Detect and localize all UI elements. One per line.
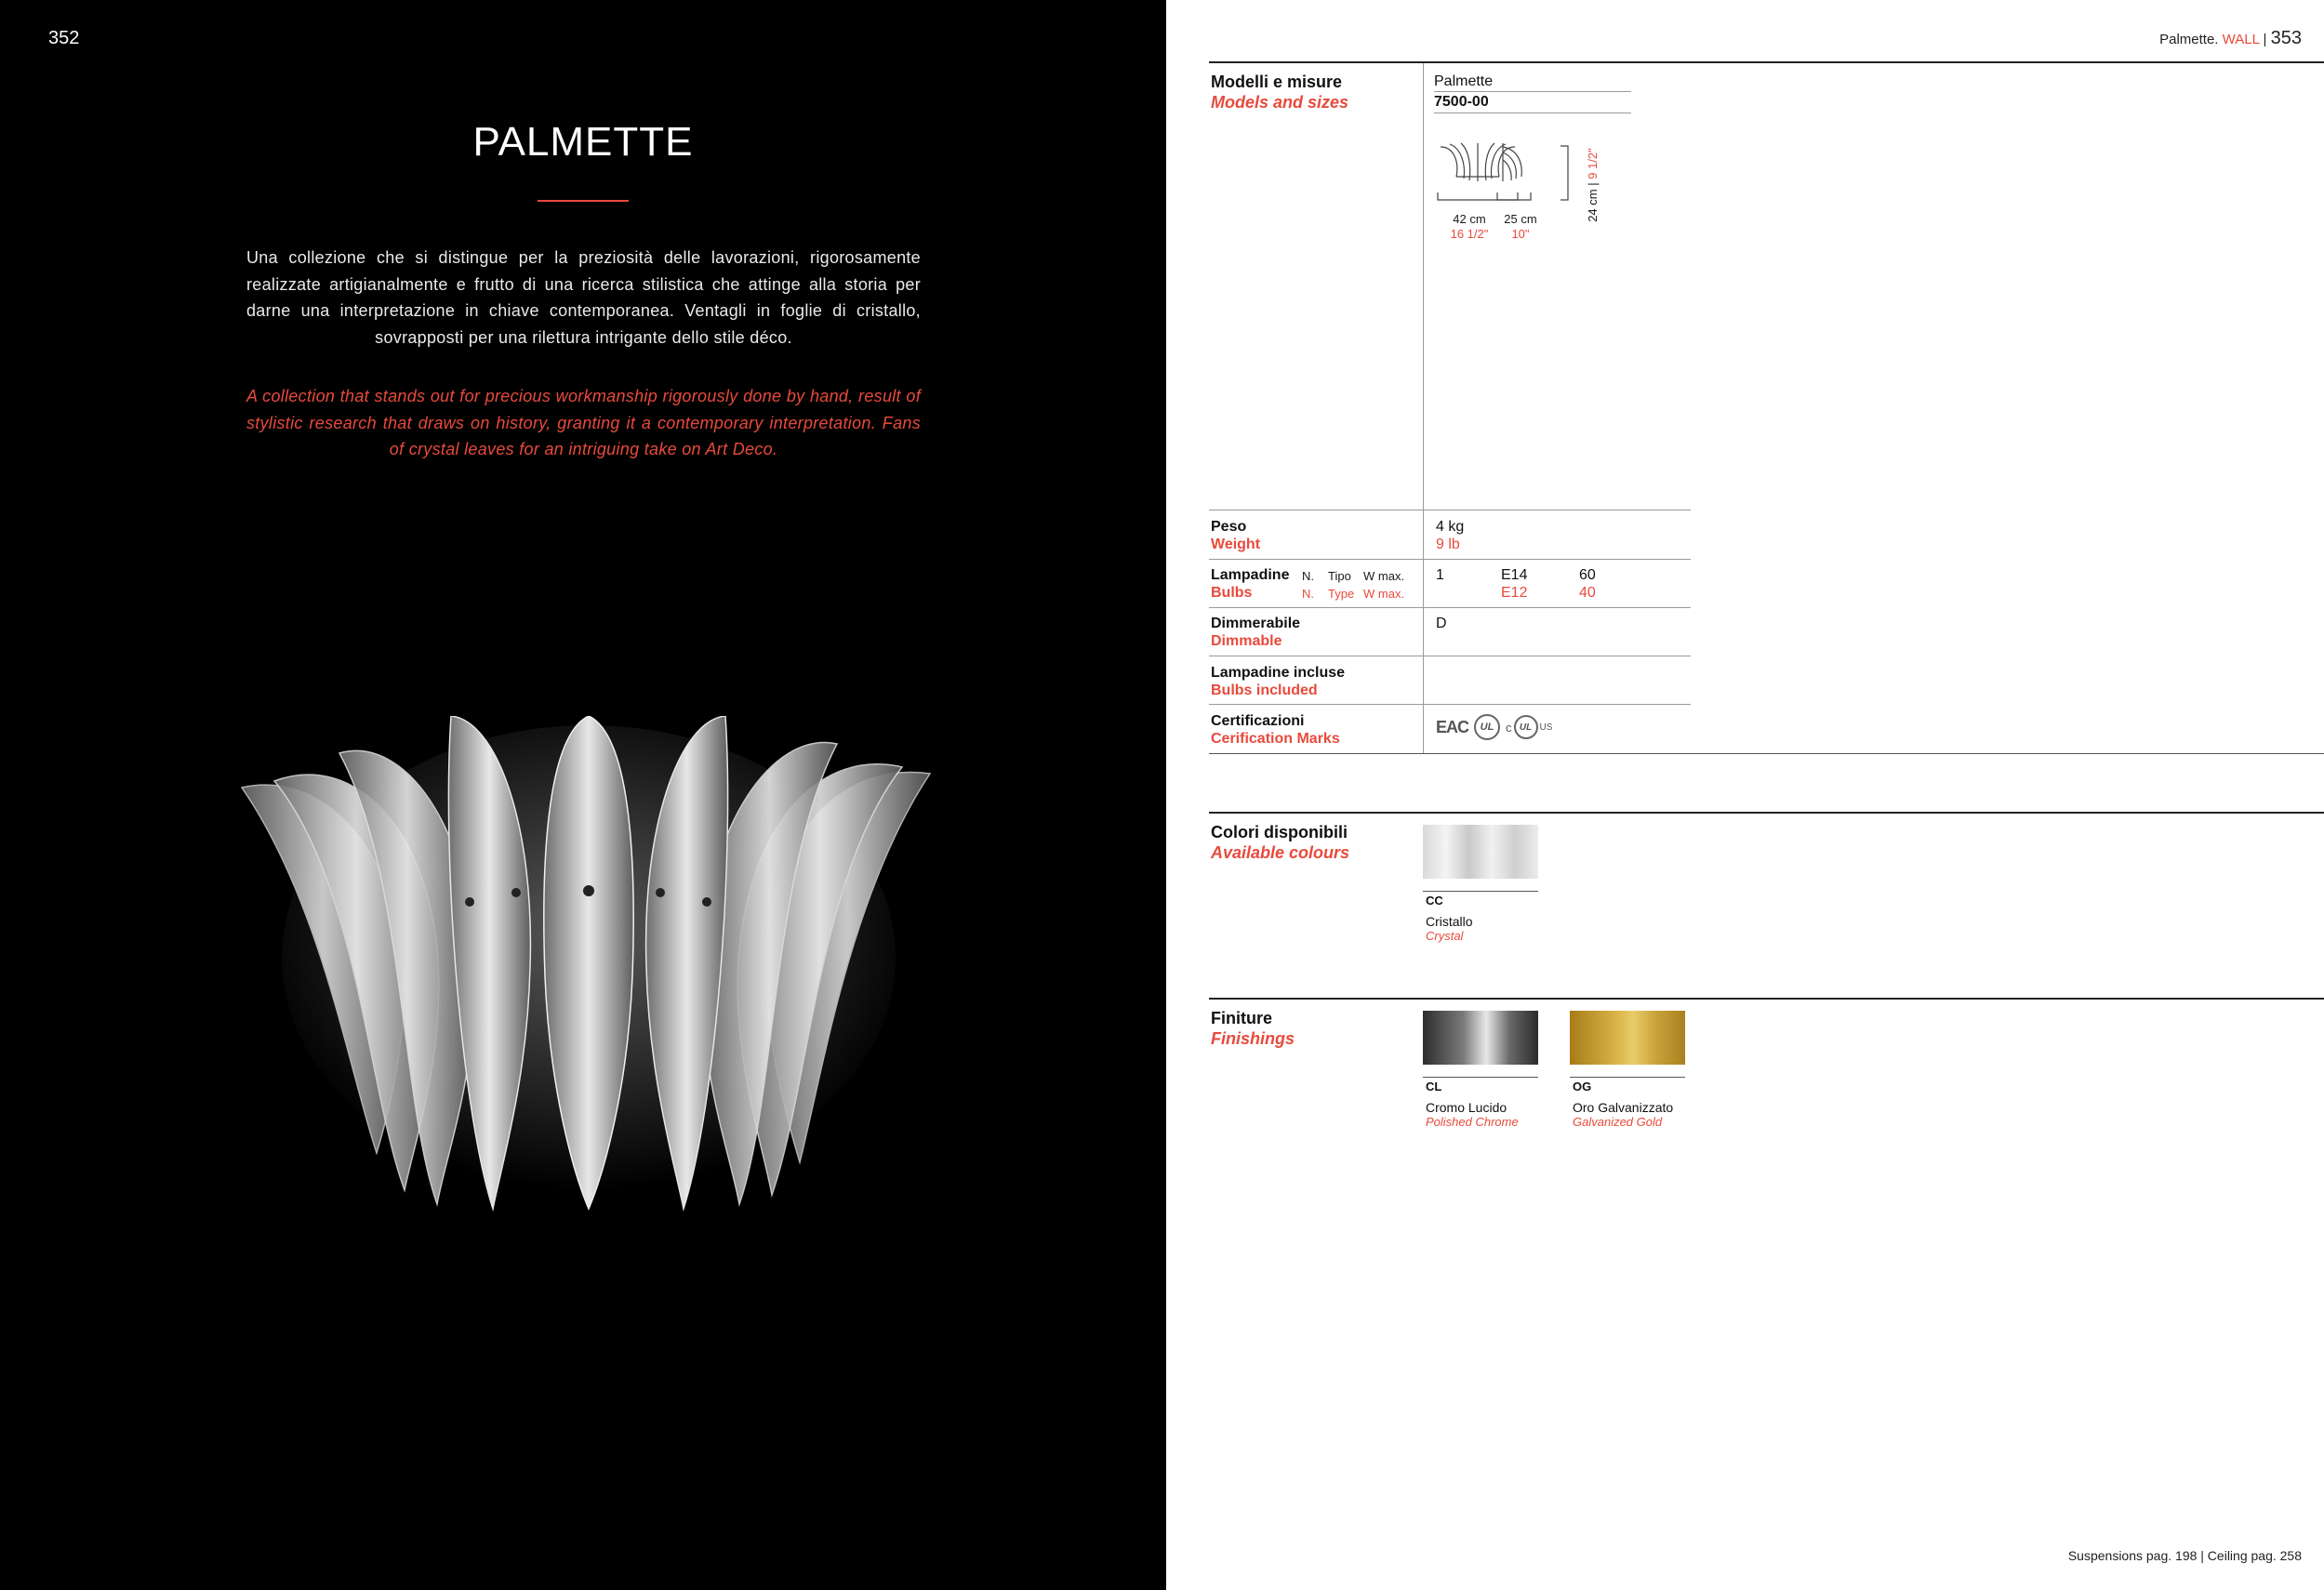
swatch-crystal-rule xyxy=(1423,891,1538,892)
swatch-crystal-name: Cristallo xyxy=(1426,914,1473,929)
lamp-side-diagram xyxy=(1495,139,1542,209)
dimmable-label-en: Dimmable xyxy=(1211,633,1282,649)
dim-depth-in: 10" xyxy=(1511,227,1530,241)
finishings-label-en: Finishings xyxy=(1211,1029,1295,1048)
ul-mark-icon: UL xyxy=(1474,714,1500,740)
swatch-crystal-code: CC xyxy=(1426,894,1443,908)
page-header xyxy=(2159,28,2302,49)
weight-label: Peso xyxy=(1211,519,1247,535)
swatch-chrome-name: Cromo Lucido xyxy=(1426,1100,1507,1115)
page-title: PALMETTE xyxy=(472,119,694,165)
models-label: Modelli e misure xyxy=(1211,73,1343,91)
bulbs-w-value-en: 40 xyxy=(1579,585,1596,601)
cul-c-prefix: c xyxy=(1506,720,1512,735)
swatch-chrome-code: CL xyxy=(1426,1080,1442,1093)
model-code: 7500-00 xyxy=(1434,94,1489,110)
product-photo-palmette-lamp xyxy=(237,716,939,1213)
weight-label-en: Weight xyxy=(1211,537,1261,552)
swatch-gold-name-en: Galvanized Gold xyxy=(1573,1115,1663,1129)
bulbs-col-type-en: Type xyxy=(1328,587,1355,601)
cul-us-suffix: US xyxy=(1539,722,1553,733)
dim-height-cm: 24 cm xyxy=(1586,189,1600,222)
cul-mark-icon: UL xyxy=(1514,715,1538,739)
dim-width-cm: 42 cm xyxy=(1453,212,1486,226)
bulbs-type-value-en: E12 xyxy=(1501,585,1528,601)
header-category: WALL xyxy=(2222,32,2260,47)
row-rule-dimmable xyxy=(1209,607,1691,608)
page-number-right: 353 xyxy=(2270,28,2302,48)
model-name: Palmette xyxy=(1434,73,1494,89)
dim-height-in: 9 1/2" xyxy=(1586,148,1600,179)
footer-cross-reference: Suspensions pag. 198 | Ceiling pag. 258 xyxy=(2067,1548,2302,1563)
finishings-label: Finiture xyxy=(1211,1009,1272,1027)
page-number-left: 352 xyxy=(48,28,80,48)
swatch-polished-chrome[interactable] xyxy=(1423,1011,1538,1065)
bulbs-n-value: 1 xyxy=(1436,567,1444,583)
bulbs-col-n: N. xyxy=(1302,569,1314,583)
right-page xyxy=(1166,0,2324,1590)
dim-width-in: 16 1/2" xyxy=(1450,227,1489,241)
bulbs-label: Lampadine xyxy=(1211,567,1290,583)
description-italian: Una collezione che si distingue per la preziosità delle lavorazioni, rigorosamente realizzate artigianalmente e frutto di una ricerca stilistica che attinge alla storia per darne una interpretazione in chiave contemporanea. Ventagli in foglie di cristallo, sovrapposti per una rilettura intrigante dello stile déco. xyxy=(246,248,921,347)
bulbs-col-type: Tipo xyxy=(1328,569,1351,583)
cert-marks xyxy=(1436,714,1552,740)
bulbs-w-value: 60 xyxy=(1579,567,1596,583)
bulbs-col-w-en: W max. xyxy=(1363,587,1405,601)
colours-label-en: Available colours xyxy=(1211,843,1350,862)
swatch-gold-code: OG xyxy=(1573,1080,1592,1093)
description-english: A collection that stands out for precious workmanship rigorously done by hand, result of stylistic research that draws on history, granting it a contemporary interpretation. Fans of crystal leaves for an intriguing take on Art Deco. xyxy=(246,387,921,458)
height-bracket xyxy=(1557,144,1574,202)
model-name-rule xyxy=(1434,91,1631,92)
row-rule-cert xyxy=(1209,704,1691,705)
bulbs-col-w: W max. xyxy=(1363,569,1405,583)
bulbs-col-n-en: N. xyxy=(1302,587,1314,601)
bulbs-label-en: Bulbs xyxy=(1211,585,1253,601)
swatch-galvanized-gold[interactable] xyxy=(1570,1011,1685,1065)
swatch-gold-name: Oro Galvanizzato xyxy=(1573,1100,1674,1115)
eac-mark-icon: EAC xyxy=(1436,717,1469,736)
included-label: Lampadine incluse xyxy=(1211,665,1346,681)
header-family: Palmette. xyxy=(2159,32,2219,47)
weight-value: 4 kg xyxy=(1436,519,1465,535)
colours-rule xyxy=(1209,812,2324,814)
included-label-en: Bulbs included xyxy=(1211,682,1318,698)
models-label-en: Models and sizes xyxy=(1211,93,1349,112)
spec-column-divider xyxy=(1423,63,1424,753)
dimmable-value: D xyxy=(1436,616,1447,631)
bulbs-type-value: E14 xyxy=(1501,567,1528,583)
finishings-rule xyxy=(1209,998,2324,1000)
cert-label: Certificazioni xyxy=(1211,713,1305,729)
swatch-crystal[interactable] xyxy=(1423,825,1538,879)
row-rule-bulbs xyxy=(1209,559,1691,560)
dim-height-separator: | xyxy=(1586,182,1600,186)
header-separator: | xyxy=(2263,32,2267,47)
swatch-crystal-name-en: Crystal xyxy=(1426,929,1464,943)
dimmable-label: Dimmerabile xyxy=(1211,616,1301,631)
swatch-chrome-rule xyxy=(1423,1077,1538,1078)
cert-label-en: Cerification Marks xyxy=(1211,731,1340,747)
weight-value-en: 9 lb xyxy=(1436,537,1460,552)
dim-depth-cm: 25 cm xyxy=(1504,212,1537,226)
top-rule xyxy=(1209,61,2324,63)
colours-label: Colori disponibili xyxy=(1211,823,1348,841)
spec-bottom-rule xyxy=(1209,753,2324,754)
swatch-gold-rule xyxy=(1570,1077,1685,1078)
dim-height xyxy=(1586,125,1602,245)
title-divider xyxy=(538,200,629,202)
swatch-chrome-name-en: Polished Chrome xyxy=(1426,1115,1519,1129)
